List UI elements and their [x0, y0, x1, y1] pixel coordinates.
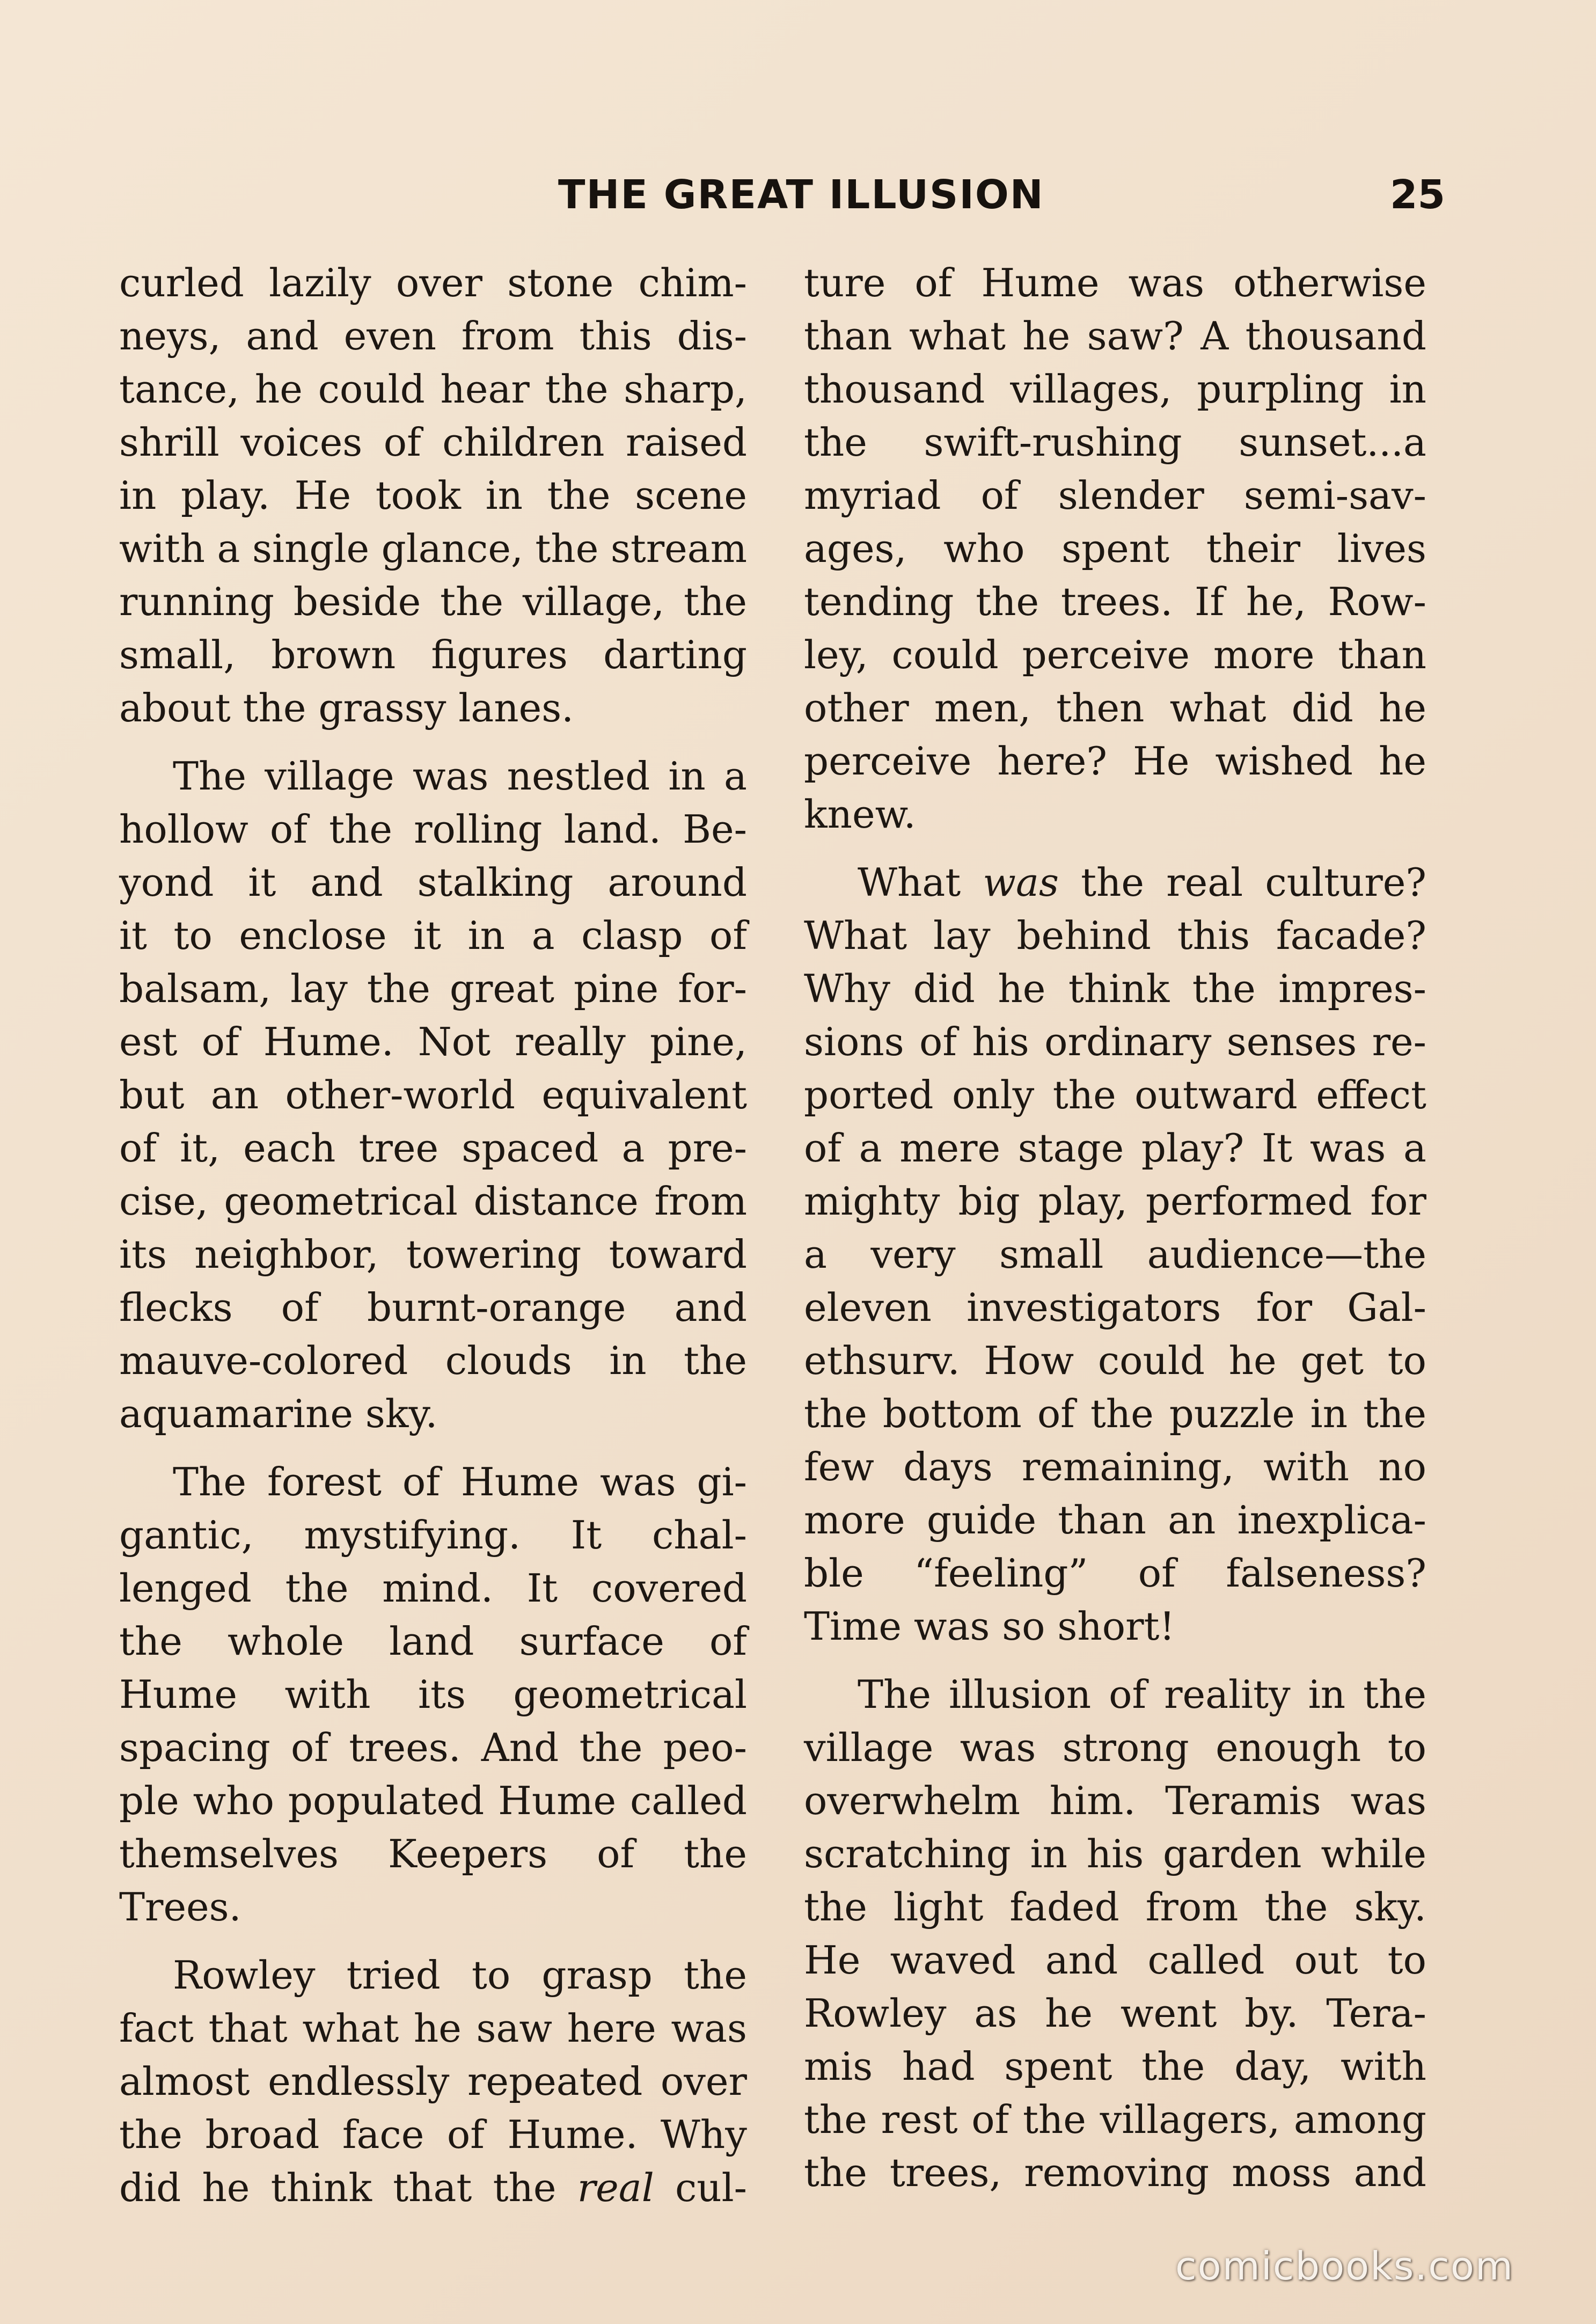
text-line: Hume with its geometrical	[119, 1672, 747, 1717]
paragraph-gap	[804, 841, 1426, 856]
text-line: the bottom of the puzzle in the	[804, 1391, 1426, 1436]
text-line: cise, geometrical distance from	[119, 1179, 747, 1224]
text-line: its neighbor, towering toward	[119, 1232, 747, 1277]
text-line: of a mere stage play? It was a	[804, 1126, 1426, 1171]
text-line: ple who populated Hume called	[119, 1778, 747, 1823]
text-line: the broad face of Hume. Why	[119, 2112, 747, 2157]
paragraph-gap	[119, 735, 747, 750]
text-line: spacing of trees. And the peo-	[119, 1725, 747, 1770]
text-line: mis had spent the day, with	[804, 2044, 1426, 2089]
text-line: balsam, lay the great pine for-	[119, 966, 747, 1011]
text-line: The illusion of reality in the	[858, 1672, 1426, 1717]
text-line: flecks of burnt-orange and	[119, 1285, 747, 1330]
text-line: hollow of the rolling land. Be-	[119, 807, 747, 852]
watermark: comicbooks.com	[1175, 2243, 1514, 2289]
text-line: village was strong enough to	[804, 1725, 1426, 1770]
text-line: themselves Keepers of the	[119, 1831, 747, 1876]
text-line: with a single glance, the stream	[119, 526, 747, 571]
running-title: THE GREAT ILLUSION	[558, 172, 1044, 218]
text-line: He waved and called out to	[804, 1938, 1426, 1983]
text-line: it to enclose it in a clasp of	[119, 913, 747, 958]
text-line: neys, and even from this dis-	[119, 313, 747, 359]
text-line: aquamarine sky.	[119, 1391, 438, 1436]
page-number: 25	[1390, 172, 1445, 218]
text-line: more guide than an inexplica-	[804, 1497, 1426, 1543]
text-line: the trees, removing moss and	[804, 2150, 1426, 2195]
text-line: est of Hume. Not really pine,	[119, 1019, 747, 1064]
text-line: about the grassy lanes.	[119, 685, 574, 730]
text-line: the light faded from the sky.	[804, 1884, 1426, 1930]
paragraph-gap	[804, 1653, 1426, 1668]
page-header	[0, 172, 1596, 236]
text-line: perceive here? He wished he	[804, 739, 1426, 784]
text-line: Why did he think the impres-	[804, 966, 1426, 1011]
text-line: The village was nestled in a	[173, 754, 747, 799]
text-line: What lay behind this facade?	[804, 913, 1426, 958]
text-line: mauve-colored clouds in the	[119, 1338, 747, 1383]
text-line: ble “feeling” of falseness?	[804, 1551, 1426, 1596]
text-line: What was the real culture?	[858, 860, 1426, 905]
text-line: small, brown figures darting	[119, 632, 747, 677]
text-line: tance, he could hear the sharp,	[119, 367, 747, 412]
text-line: ley, could perceive more than	[804, 632, 1426, 677]
right-column	[804, 257, 1426, 2199]
text-line: the rest of the villagers, among	[804, 2097, 1426, 2142]
text-line: knew.	[804, 792, 916, 837]
text-line: of it, each tree spaced a pre-	[119, 1126, 747, 1171]
text-line: but an other-world equivalent	[119, 1072, 747, 1117]
text-line: The forest of Hume was gi-	[173, 1459, 747, 1504]
text-line: mighty big play, performed for	[804, 1179, 1426, 1224]
text-line: ported only the outward effect	[804, 1072, 1426, 1117]
text-line: shrill voices of children raised	[119, 420, 747, 465]
text-line: than what he saw? A thousand	[804, 313, 1426, 359]
text-line: overwhelm him. Teramis was	[804, 1778, 1426, 1823]
text-line: thousand villages, purpling in	[804, 367, 1426, 412]
text-line: running beside the village, the	[119, 579, 747, 624]
text-line: gantic, mystifying. It chal-	[119, 1512, 747, 1558]
text-line: curled lazily over stone chim-	[119, 260, 747, 305]
text-line: in play. He took in the scene	[119, 473, 747, 518]
paragraph-gap	[119, 1934, 747, 1949]
text-line: Trees.	[119, 1884, 241, 1930]
text-line: Time was so short!	[804, 1604, 1175, 1649]
text-line: few days remaining, with no	[804, 1444, 1426, 1489]
text-line: scratching in his garden while	[804, 1831, 1426, 1876]
text-line: almost endlessly repeated over	[119, 2059, 747, 2104]
text-line: yond it and stalking around	[119, 860, 747, 905]
text-line: sions of his ordinary senses re-	[804, 1019, 1426, 1064]
text-line: ethsurv. How could he get to	[804, 1338, 1426, 1383]
text-line: ture of Hume was otherwise	[804, 260, 1426, 305]
text-line: fact that what he saw here was	[119, 2006, 747, 2051]
text-line: Rowley tried to grasp the	[173, 1953, 747, 1998]
left-column	[119, 257, 747, 2215]
text-line: Rowley as he went by. Tera-	[804, 1991, 1426, 2036]
text-line: ages, who spent their lives	[804, 526, 1426, 571]
text-line: lenged the mind. It covered	[119, 1566, 747, 1611]
text-line: tending the trees. If he, Row-	[804, 579, 1426, 624]
text-line: other men, then what did he	[804, 685, 1426, 730]
text-line: the whole land surface of	[119, 1619, 747, 1664]
text-line: myriad of slender semi-sav-	[804, 473, 1426, 518]
text-line: the swift-rushing sunset...a	[804, 420, 1426, 465]
paragraph-gap	[119, 1441, 747, 1456]
text-line: a very small audience—the	[804, 1232, 1426, 1277]
text-line: eleven investigators for Gal-	[804, 1285, 1426, 1330]
text-line: did he think that the real cul-	[119, 2165, 747, 2210]
